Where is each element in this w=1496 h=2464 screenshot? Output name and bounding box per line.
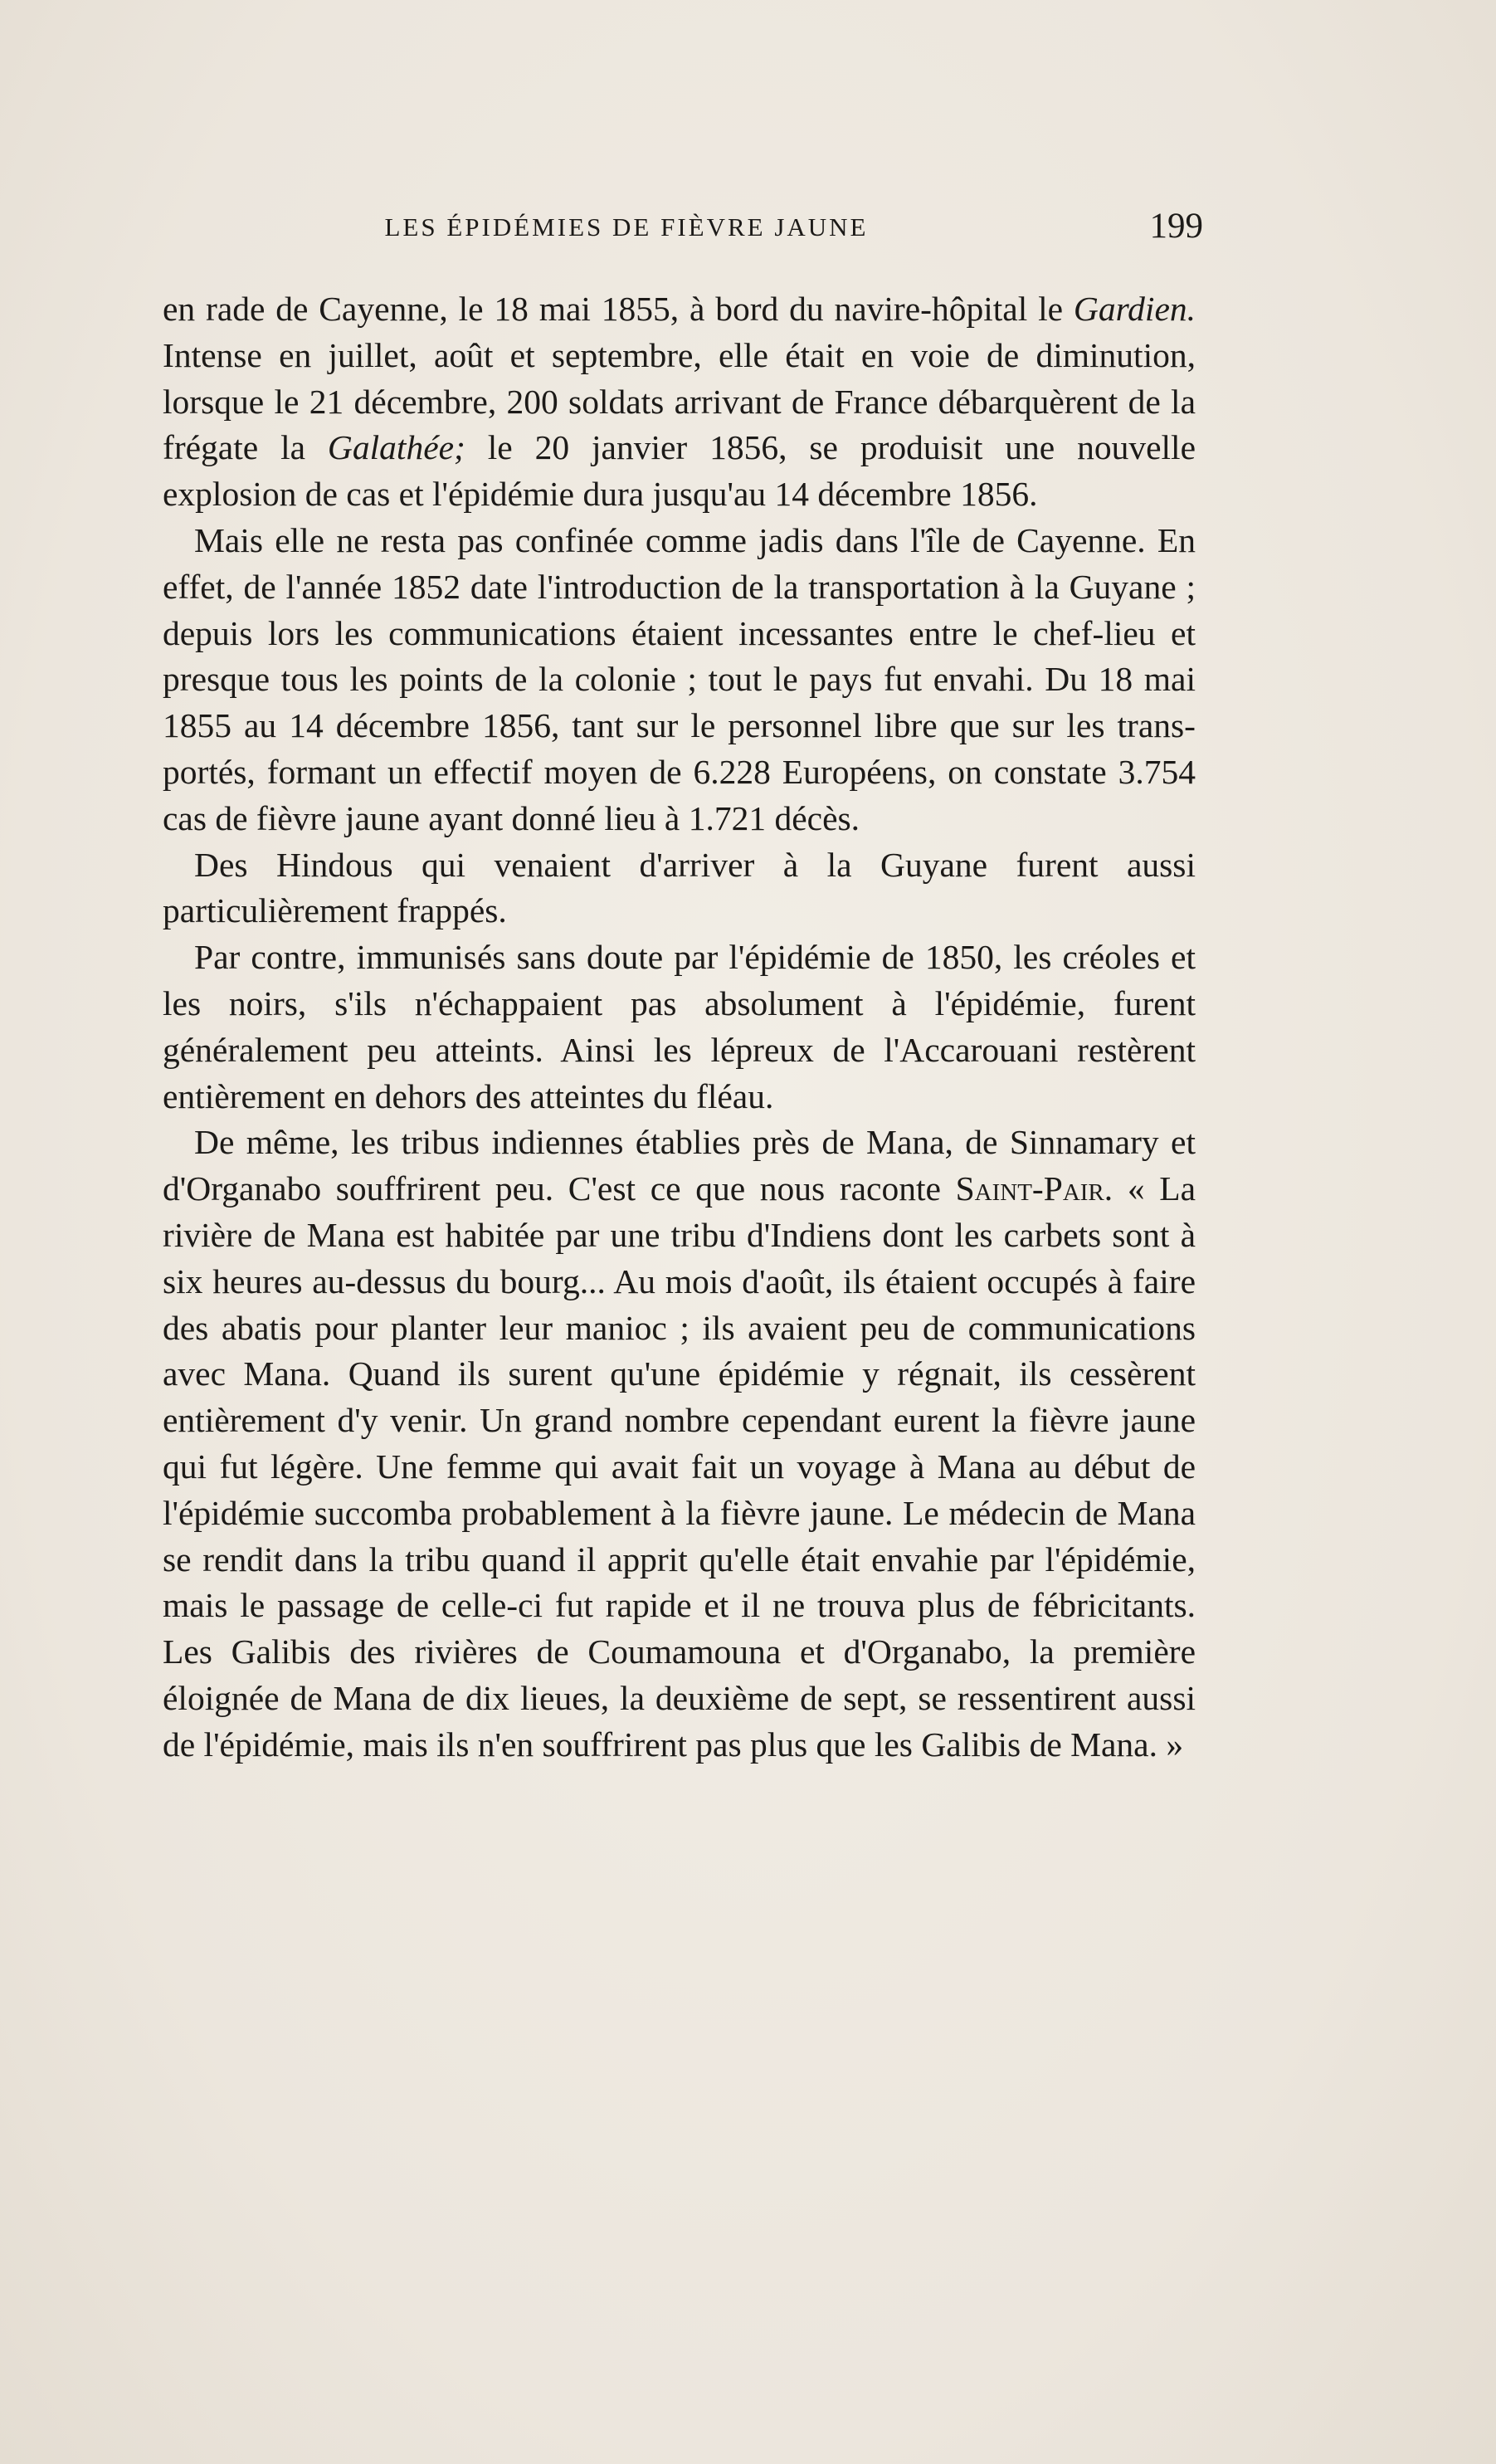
paragraph-5 bbox=[163, 1120, 1196, 1768]
paragraph-2: Mais elle ne resta pas confinée comme jadis dans l'île de Cayenne. En effet, de l'année 1852 date l'introduction de la transportation à la Guyane ; depuis lors les communications étaient incessantes entre le chef-lieu et presque tous les points de la colonie ; tout le pays fut envahi. Du 18 mai 1855 au 14 décembre 1856, tant sur le personnel libre que sur les transportés, formant un effectif moyen de 6.228 Européens, on constate 3.754 cas de fièvre jaune ayant donné lieu à 1.721 décès. bbox=[163, 520, 1196, 837]
paragraph-5-part-a: De même, les tribus indiennes établies près de Mana, de Sinnamary et d'Organabo souffrirent peu. C'est ce que nous raconte bbox=[163, 1123, 1196, 1208]
running-title: LES ÉPIDÉMIES DE FIÈVRE JAUNE bbox=[384, 212, 869, 242]
paragraph-3: Des Hindous qui venaient d'arriver à la Guyane furent aussi particulièrement frappés. bbox=[163, 845, 1196, 930]
paragraph-1-part-c: le 20 janvier 1856, se produisit une nouvelle explosion de cas et l'épidémie dura jusqu'au 14 décembre 1856. bbox=[163, 428, 1196, 514]
author-name: Saint-Pair. bbox=[955, 1169, 1113, 1208]
ship-name-gardien: Gardien. bbox=[1073, 290, 1196, 328]
running-head bbox=[191, 206, 1203, 247]
paragraph-1-part-b: Intense en juillet, août et septembre, elle était en voie de diminution, lorsque le 21 décembre, 200 soldats arrivant de France débarquèrent de la frégate la bbox=[163, 335, 1196, 467]
paragraph-4: Par contre, immunisés sans doute par l'épidémie de 1850, les créoles et les noirs, s'ils n'échappaient pas absolument à l'épidémie, furent généralement peu atteints. Ainsi les lépreux de l'Accarouani restèrent entièrement en dehors des atteintes du fléau. bbox=[163, 938, 1196, 1115]
body-text bbox=[163, 286, 1196, 1769]
page-number: 199 bbox=[1149, 207, 1203, 246]
ship-name-galathee: Galathée; bbox=[327, 428, 465, 467]
paragraph-5-quote: « La rivière de Mana est habitée par une tribu d'Indiens dont les carbets sont à six heures au-dessus du bourg... Au mois d'août, ils étaient occupés à faire des abatis pour planter leur manioc ; ils avaient peu de communications avec Mana. Quand ils surent qu'une épidémie y régnait, ils cessèrent entièrement d'y venir. Un grand nombre cependant eurent la fièvre jaune qui fut légère. Une femme qui avait fait un voyage à Mana au début de l'épidémie succomba probablement à la fièvre jaune. Le médecin de Mana se rendit dans la tribu quand il apprit qu'elle était envahie par l'épidémie, mais le passage de celle-ci fut rapide et il ne trouva plus de fébricitants. Les Galibis des rivières de Coumamouna et d'Organabo, la première éloignée de Mana de dix lieues, la deuxième de sept, se ressentirent aussi de l'épidémie, mais ils n'en souffrirent pas plus que les Galibis de Mana. » bbox=[163, 1169, 1196, 1764]
paragraph-1 bbox=[163, 286, 1196, 518]
paragraph-1-part-a: en rade de Cayenne, le 18 mai 1855, à bord du navire-hôpital le bbox=[163, 290, 1074, 328]
